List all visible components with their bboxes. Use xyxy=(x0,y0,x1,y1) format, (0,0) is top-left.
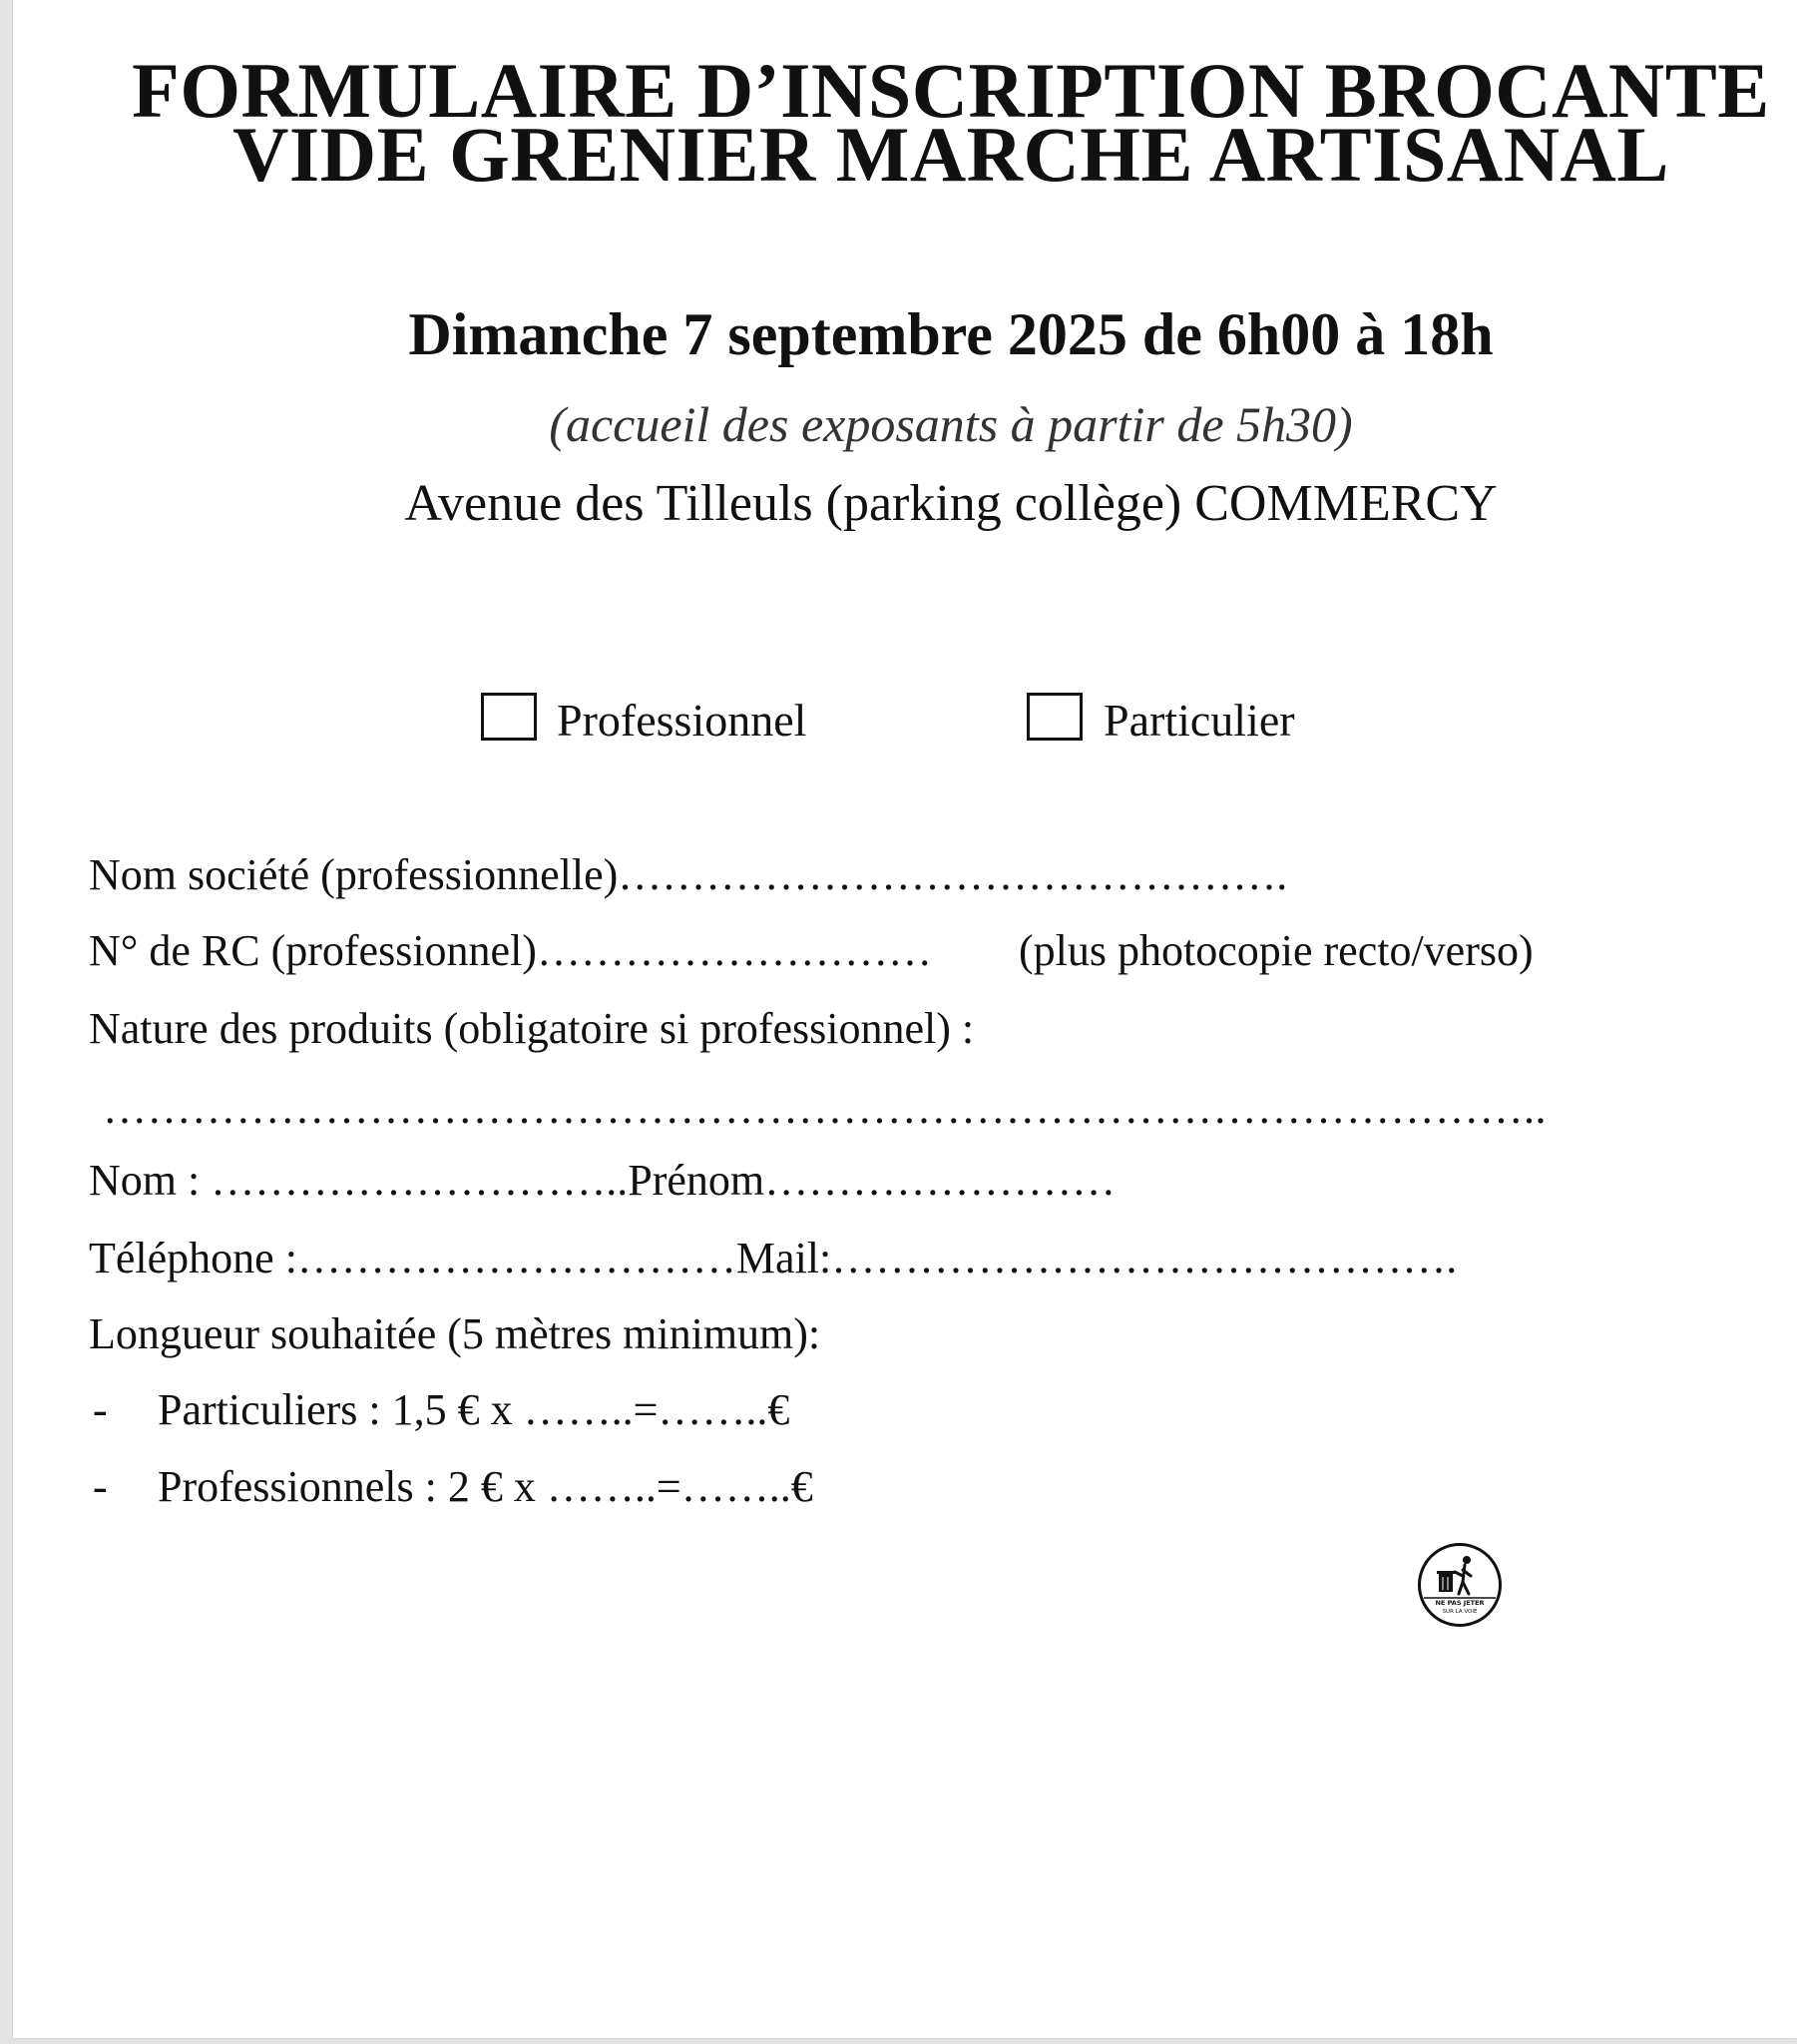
form-title-line-2: VIDE GRENIER MARCHE ARTISANAL xyxy=(232,111,1669,198)
trash-bin-person-graphic xyxy=(1421,1546,1499,1624)
name-firstname-field[interactable]: Nom : ………………………..Prénom…………………… xyxy=(89,1156,1117,1205)
trash-bin-person-icon xyxy=(1418,1543,1502,1627)
logo-text-top: NE PAS JETER xyxy=(1435,1599,1485,1607)
rc-photocopy-note: (plus photocopie recto/verso) xyxy=(1019,926,1534,975)
exhibitor-welcome-time: (accueil des exposants à partir de 5h30) xyxy=(549,396,1353,452)
pricing-particuliers-field[interactable]: Particuliers : 1,5 € x ……..=……..€ xyxy=(158,1385,790,1434)
phone-mail-field[interactable]: Téléphone :…………………………Mail:……………………………………. xyxy=(89,1234,1458,1282)
logo-text-bottom: SUR LA VOIE xyxy=(1442,1609,1478,1615)
form-page xyxy=(13,0,1797,2038)
professionnel-checkbox[interactable] xyxy=(481,693,537,741)
company-name-field[interactable]: Nom société (professionnelle)………………………………………. xyxy=(89,850,1288,899)
form-title-line-1: FORMULAIRE D’INSCRIPTION BROCANTE xyxy=(132,47,1770,134)
professionnel-label: Professionnel xyxy=(557,695,807,746)
pricing-dash-2: - xyxy=(93,1462,108,1511)
particulier-label: Particulier xyxy=(1104,695,1295,746)
products-nature-field[interactable]: …………………………………………………………………………………….. xyxy=(103,1084,1547,1133)
length-label: Longueur souhaitée (5 mètres minimum): xyxy=(89,1309,821,1358)
products-nature-label: Nature des produits (obligatoire si professionnel) : xyxy=(89,1004,975,1053)
pricing-professionnels-field[interactable]: Professionnels : 2 € x ……..=……..€ xyxy=(158,1462,813,1511)
event-address: Avenue des Tilleuls (parking collège) COMMERCY xyxy=(404,475,1498,532)
event-date: Dimanche 7 septembre 2025 de 6h00 à 18h xyxy=(408,301,1494,367)
rc-number-field[interactable]: N° de RC (professionnel)……………………… xyxy=(89,926,932,975)
particulier-checkbox[interactable] xyxy=(1027,693,1083,741)
pricing-dash-1: - xyxy=(93,1385,108,1434)
